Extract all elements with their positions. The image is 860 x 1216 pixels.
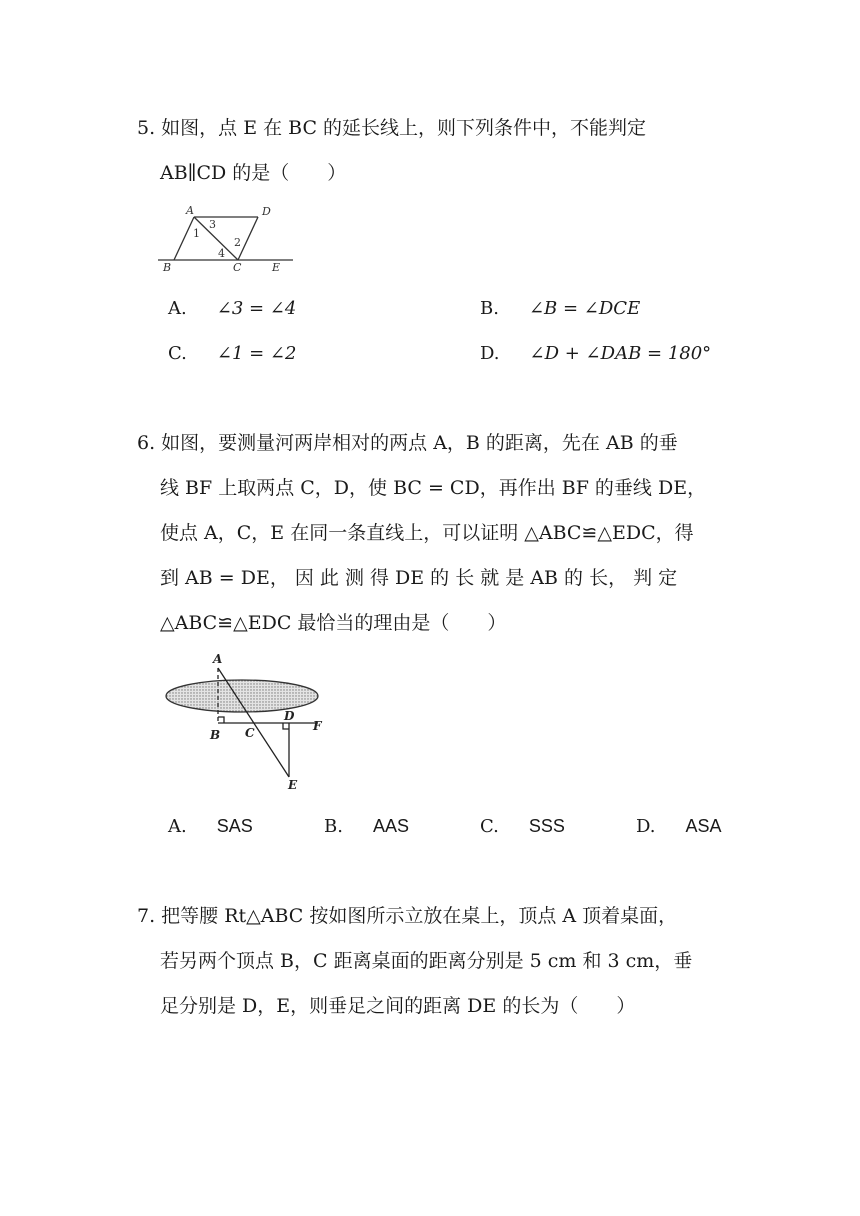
q6-option-a-text: SAS [216,816,253,836]
q5-line-2: AB∥CD 的是（ ） [160,162,347,184]
q5-option-a[interactable] [168,297,296,321]
q5-label-D: D [262,205,271,218]
q6-label-B: B [210,728,221,742]
q6-option-b-label: B. [324,816,343,837]
q6-option-a[interactable] [168,814,253,839]
q5-option-a-text: ∠3 = ∠4 [216,298,297,319]
q5-label-E: E [272,261,281,274]
q6-line-1: 6. 如图，要测量河两岸相对的两点 A，B 的距离，先在 AB 的垂 [137,432,678,454]
q7-line-1: 7. 把等腰 Rt△ABC 按如图所示立放在桌上，顶点 A 顶着桌面， [137,905,678,927]
q5-option-c[interactable] [168,342,296,366]
q6-line-2: 线 BF 上取两点 C，D，使 BC = CD，再作出 BF 的垂线 DE， [160,477,707,499]
q6-label-C: C [245,726,255,740]
q6-label-E: E [288,778,298,792]
q5-option-b-label: B. [480,298,499,319]
q5-option-d-label: D. [480,343,500,364]
q6-option-b[interactable] [324,814,409,839]
q5-option-b[interactable] [480,297,640,321]
q6-line-4: 到 AB = DE， 因 此 测 得 DE 的 长 就 是 AB 的 长， 判 定 [160,567,678,589]
q5-label-4: 4 [218,247,225,260]
q6-option-c-text: SSS [528,816,565,836]
q5-label-B: B [163,261,172,274]
q6-line-5: △ABC≌△EDC 最恰当的理由是（ ） [160,612,507,634]
q7-line-2: 若另两个顶点 B，C 距离桌面的距离分别是 5 cm 和 3 cm，垂 [160,950,693,972]
q5-figure [158,200,298,280]
q6-figure [160,650,335,795]
q6-option-a-label: A. [168,816,187,837]
q6-label-D: D [284,709,295,723]
q5-label-1: 1 [193,227,200,240]
q6-option-d-label: D. [636,816,656,837]
q5-line-1: 5. 如图，点 E 在 BC 的延长线上，则下列条件中，不能判定 [137,117,647,139]
q6-label-A: A [213,652,223,666]
q6-label-F: F [313,719,322,733]
q5-label-A: A [186,204,194,217]
q6-option-b-text: AAS [372,816,409,836]
q5-option-a-label: A. [168,298,187,319]
q5-option-d-text: ∠D + ∠DAB = 180° [529,343,712,364]
q6-option-d[interactable] [636,814,722,839]
river-ellipse [166,680,318,712]
q5-option-c-label: C. [168,343,187,364]
q6-option-d-text: ASA [685,816,722,836]
q6-line-3: 使点 A，C，E 在同一条直线上，可以证明 △ABC≌△EDC，得 [160,522,694,544]
q7-line-3: 足分别是 D，E，则垂足之间的距离 DE 的长为（ ） [160,995,636,1017]
q5-label-2: 2 [234,236,241,249]
q6-option-c-label: C. [480,816,499,837]
q5-label-C: C [233,261,242,274]
q5-option-b-text: ∠B = ∠DCE [528,298,641,319]
q5-option-d[interactable] [480,342,711,366]
q6-option-c[interactable] [480,814,565,839]
q5-label-3: 3 [209,218,216,231]
q5-option-c-text: ∠1 = ∠2 [216,343,297,364]
